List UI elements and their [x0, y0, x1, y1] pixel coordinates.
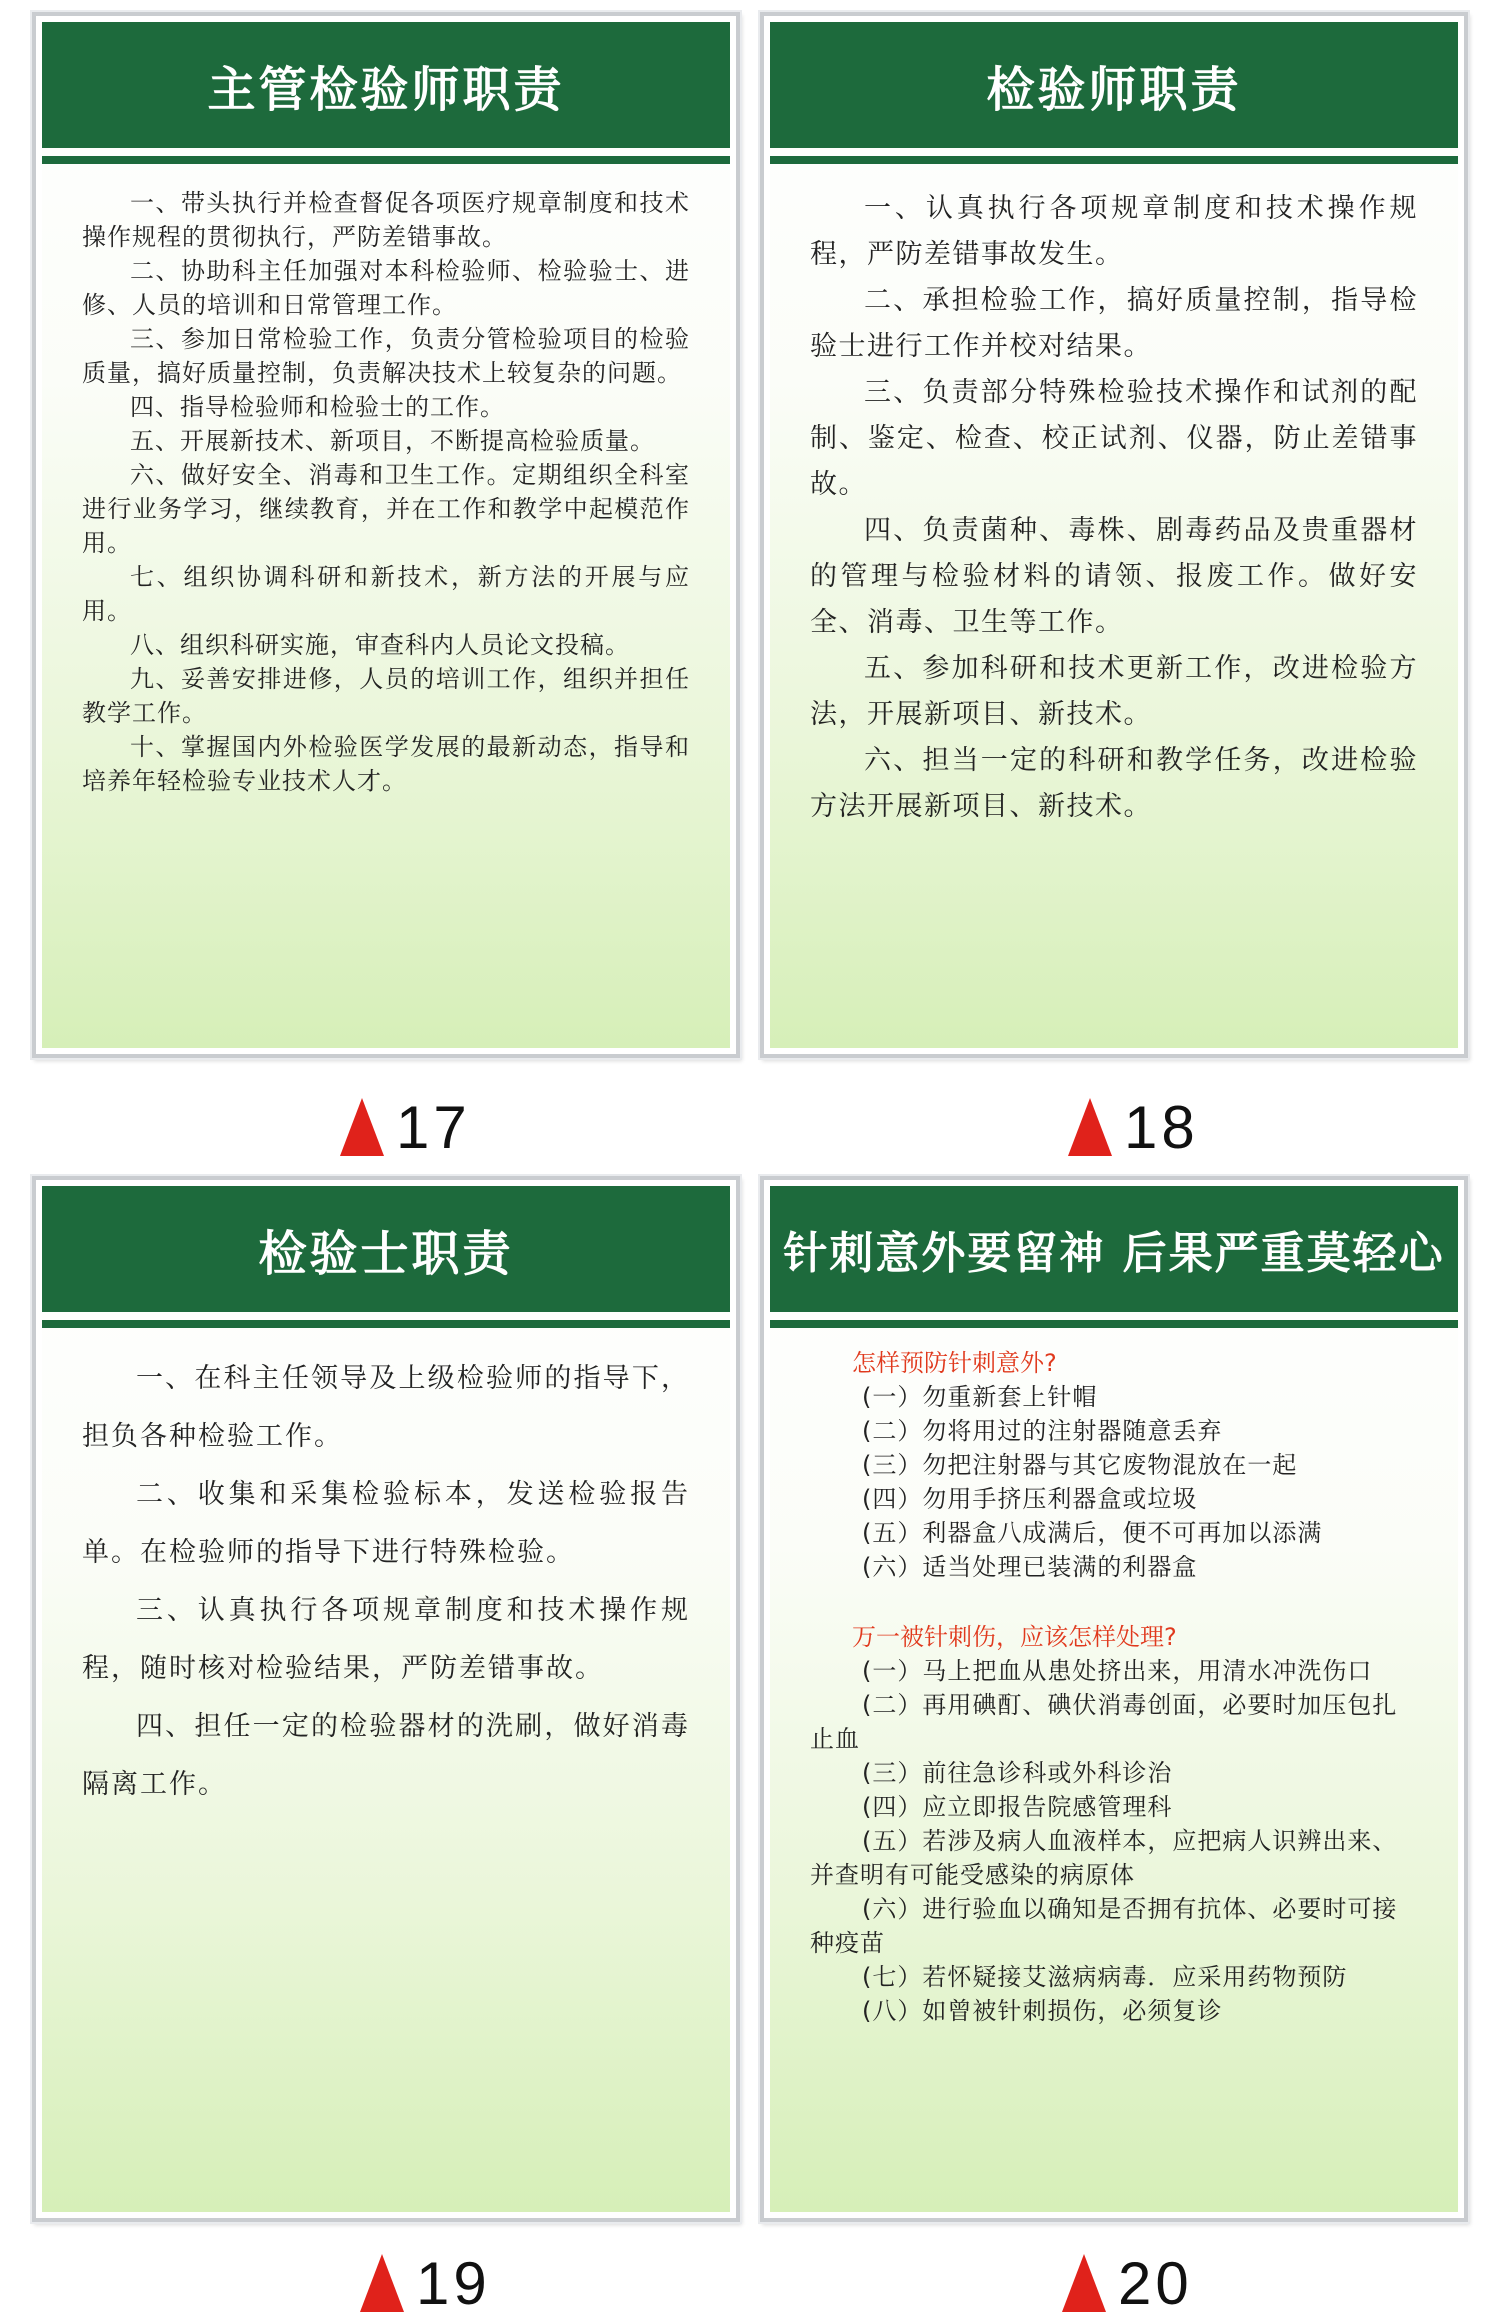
board-19-title: 检验士职责 [258, 1225, 514, 1282]
board-18-paragraph: 一、认真执行各项规章制度和技术操作规程，严防差错事故发生。 [810, 193, 1418, 270]
board-17-paragraph: 五、开展新技术、新项目，不断提高检验质量。 [130, 427, 655, 455]
up-arrow-icon [360, 2254, 404, 2312]
prevention-item: (六）适当处理已装满的利器盒 [862, 1553, 1198, 1581]
board-18-panel [770, 22, 1458, 1048]
board-17-panel [42, 22, 730, 1048]
board-18-paragraph: 五、参加科研和技术更新工作，改进检验方法，开展新项目、新技术。 [810, 653, 1418, 730]
board-17-paragraph: 七、组织协调科研和新技术，新方法的开展与应用。 [82, 563, 690, 625]
board-number: 19 [416, 2249, 491, 2317]
board-18-paragraph: 三、负责部分特殊检验技术操作和试剂的配制、鉴定、检查、校正试剂、仪器，防止差错事故。 [810, 377, 1418, 500]
board-17-number-label [340, 1092, 471, 1162]
treatment-item: (三）前往急诊科或外科诊治 [862, 1759, 1173, 1787]
board-20-panel [770, 1186, 1458, 2212]
treatment-item: (四）应立即报告院感管理科 [862, 1793, 1173, 1821]
board-19-panel [42, 1186, 730, 2212]
board-19-header [42, 1186, 730, 1312]
board-17 [32, 12, 740, 1058]
board-17-paragraph: 八、组织科研实施，审查科内人员论文投稿。 [130, 631, 630, 659]
up-arrow-icon [1062, 2254, 1106, 2312]
board-17-header [42, 22, 730, 148]
board-18-paragraph: 四、负责菌种、毒株、剧毒药品及贵重器材的管理与检验材料的请领、报废工作。做好安全、消毒、卫生等工作。 [810, 515, 1418, 638]
board-17-paragraph: 三、参加日常检验工作，负责分管检验项目的检验质量，搞好质量控制，负责解决技术上较复杂的问题。 [82, 325, 690, 387]
board-17-paragraph: 九、妥善安排进修，人员的培训工作，组织并担任教学工作。 [82, 665, 690, 727]
prevention-item: (四）勿用手挤压利器盒或垃圾 [862, 1485, 1198, 1513]
board-17-paragraph: 一、带头执行并检查督促各项医疗规章制度和技术操作规程的贯彻执行，严防差错事故。 [82, 189, 690, 251]
treatment-item: (二）再用碘酊、碘伏消毒创面，必要时加压包扎止血 [810, 1691, 1398, 1753]
board-number: 18 [1124, 1093, 1199, 1161]
treatment-item: (六）进行验血以确知是否拥有抗体、必要时可接种疫苗 [810, 1895, 1398, 1957]
board-18-body [770, 148, 1458, 830]
board-18-title: 检验师职责 [986, 61, 1242, 118]
board-20-header [770, 1186, 1458, 1312]
board-17-paragraph: 四、指导检验师和检验士的工作。 [130, 393, 505, 421]
prevention-question-heading: 怎样预防针刺意外? [852, 1349, 1057, 1377]
board-17-paragraph: 十、掌握国内外检验医学发展的最新动态，指导和培养年轻检验专业技术人才。 [82, 733, 690, 795]
board-18-paragraph: 二、承担检验工作，搞好质量控制，指导检验士进行工作并校对结果。 [810, 285, 1418, 362]
board-number: 20 [1118, 2249, 1193, 2317]
up-arrow-icon [1068, 1098, 1112, 1156]
board-18-number-label [1068, 1092, 1199, 1162]
treatment-question-heading: 万一被针刺伤，应该怎样处理? [852, 1623, 1177, 1651]
treatment-item: (七）若怀疑接艾滋病病毒．应采用药物预防 [862, 1963, 1348, 1991]
prevention-item: (三）勿把注射器与其它废物混放在一起 [862, 1451, 1298, 1479]
board-19-paragraph: 二、收集和采集检验标本，发送检验报告单。在检验师的指导下进行特殊检验。 [82, 1479, 690, 1568]
board-17-title: 主管检验师职责 [207, 61, 565, 118]
board-number: 17 [396, 1093, 471, 1161]
board-20-title: 针刺意外要留神 后果严重莫轻心 [783, 1228, 1445, 1279]
treatment-item: (八）如曾被针刺损伤，必须复诊 [862, 1997, 1223, 2025]
board-19-paragraph: 一、在科主任领导及上级检验师的指导下，担负各种检验工作。 [82, 1363, 690, 1452]
board-19-body [42, 1312, 730, 1814]
treatment-item: (一）马上把血从患处挤出来，用清水冲洗伤口 [862, 1657, 1373, 1685]
board-19 [32, 1176, 740, 2222]
board-18 [760, 12, 1468, 1058]
prevention-item: (一）勿重新套上针帽 [862, 1383, 1098, 1411]
up-arrow-icon [340, 1098, 384, 1156]
board-19-number-label [360, 2248, 491, 2318]
board-18-header [770, 22, 1458, 148]
board-17-paragraph: 六、做好安全、消毒和卫生工作。定期组织全科室进行业务学习，继续教育，并在工作和教学中起模范作用。 [82, 461, 690, 557]
prevention-item: (二）勿将用过的注射器随意丢弃 [862, 1417, 1223, 1445]
board-19-paragraph: 三、认真执行各项规章制度和技术操作规程，随时核对检验结果，严防差错事故。 [82, 1595, 690, 1684]
prevention-item: (五）利器盒八成满后，便不可再加以添满 [862, 1519, 1323, 1547]
board-20-number-label [1062, 2248, 1193, 2318]
board-20 [760, 1176, 1468, 2222]
board-17-paragraph: 二、协助科主任加强对本科检验师、检验验士、进修、人员的培训和日常管理工作。 [82, 257, 690, 319]
treatment-item: (五）若涉及病人血液样本，应把病人识辨出来、并查明有可能受感染的病原体 [810, 1827, 1398, 1889]
board-18-paragraph: 六、担当一定的科研和教学任务，改进检验方法开展新项目、新技术。 [810, 745, 1418, 822]
board-17-body [42, 148, 730, 798]
board-20-body [770, 1312, 1458, 2028]
board-19-paragraph: 四、担任一定的检验器材的洗刷，做好消毒隔离工作。 [82, 1711, 690, 1800]
